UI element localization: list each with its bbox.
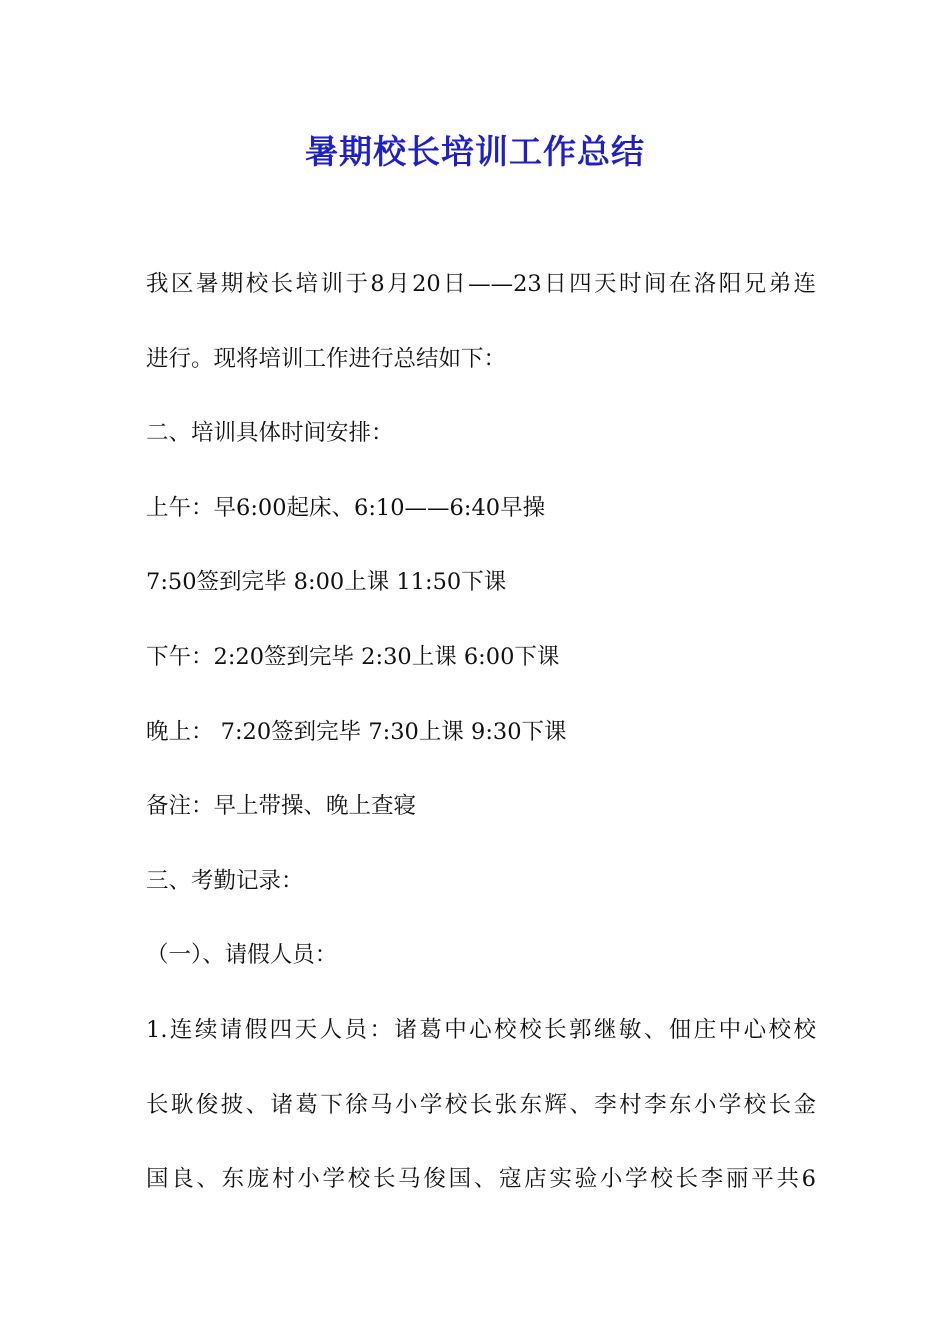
schedule-evening: 晚上： 7:20签到完毕 7:30上课 9:30下课 — [146, 718, 567, 745]
paragraph-line: 我区暑期校长培训于8月20日——23日四天时间在洛阳兄弟连 — [146, 271, 816, 297]
paragraph-line: 长耿俊披、诸葛下徐马小学校长张东辉、李村李东小学校长金 — [146, 1091, 816, 1118]
section-heading: 二、培训具体时间安排： — [146, 420, 394, 447]
document-title: 暑期校长培训工作总结 — [305, 132, 645, 171]
paragraph-line: 进行。现将培训工作进行总结如下： — [146, 345, 507, 372]
section-heading: 三、考勤记录： — [146, 867, 304, 894]
schedule-morning: 上午：早6:00起床、6:10——6:40早操 — [146, 494, 546, 521]
paragraph-line: 国良、东庞村小学校长马俊国、寇店实验小学校长李丽平共6 — [146, 1166, 816, 1193]
schedule-note: 备注：早上带操、晚上查寝 — [146, 793, 417, 820]
subsection-heading: （一）、请假人员： — [146, 942, 338, 969]
document-body — [146, 262, 816, 1232]
schedule-afternoon: 下午：2:20签到完毕 2:30上课 6:00下课 — [146, 643, 560, 670]
paragraph-line: 1.连续请假四天人员：诸葛中心校校长郭继敏、佃庄中心校校 — [146, 1016, 816, 1043]
schedule-morning-class: 7:50签到完毕 8:00上课 11:50下课 — [146, 569, 507, 596]
